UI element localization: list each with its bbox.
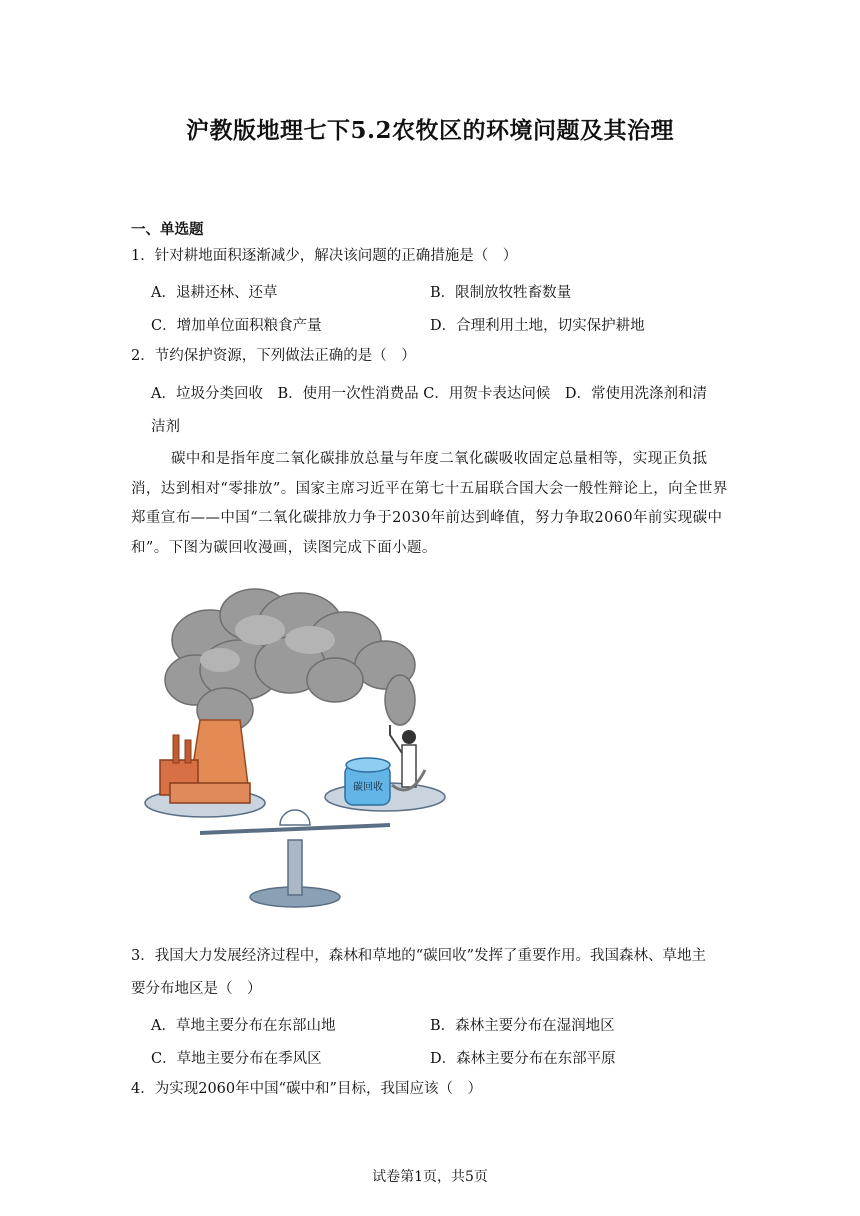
q3-option-d: D．森林主要分布在东部平原 bbox=[430, 1051, 616, 1067]
carbon-recycling-cartoon bbox=[140, 585, 460, 920]
q1-option-b: B．限制放牧牲畜数量 bbox=[430, 285, 572, 301]
section-heading: 一、单选题 bbox=[131, 221, 204, 238]
q1-option-d: D．合理利用土地，切实保护耕地 bbox=[430, 318, 645, 334]
reading-passage: 碳中和是指年度二氧化碳排放总量与年度二氧化碳吸收固定总量相等，实现正负抵消，达到相对“零排放”。国家主席习近平在第七十五届联合国大会一般性辩论上，向全世界郑重宣布——中国“二氧化碳排放力争于2030年前达到峰值，努力争取2060年前实现碳中和”。下图为碳回收漫画，读图完成下面小题。 bbox=[131, 451, 728, 556]
page-footer: 试卷第1页，共5页 bbox=[372, 1169, 488, 1185]
q2-options-continued: 洁剂 bbox=[151, 419, 180, 435]
q3-option-c: C．草地主要分布在季风区 bbox=[151, 1051, 322, 1067]
question-3: 3．我国大力发展经济过程中，森林和草地的“碳回收”发挥了重要作用。我国森林、草地主 bbox=[131, 948, 707, 964]
question-3-continued: 要分布地区是（ ） bbox=[131, 981, 262, 997]
q1-option-a: A．退耕还林、还草 bbox=[151, 285, 278, 301]
page-title: 沪教版地理七下5.2农牧区的环境问题及其治理 bbox=[185, 117, 674, 144]
question-4: 4．为实现2060年中国“碳中和”目标，我国应该（ ） bbox=[131, 1081, 482, 1097]
q3-option-a: A．草地主要分布在东部山地 bbox=[151, 1018, 336, 1034]
tank-label: 碳回收 bbox=[353, 782, 383, 793]
question-2: 2．节约保护资源，下列做法正确的是（ ） bbox=[131, 348, 416, 364]
question-1: 1．针对耕地面积逐渐减少，解决该问题的正确措施是（ ） bbox=[131, 248, 518, 264]
q2-options: A．垃圾分类回收 B．使用一次性消费品 C．用贺卡表达问候 D．常使用洗涤剂和清 bbox=[151, 386, 707, 402]
q3-option-b: B．森林主要分布在湿润地区 bbox=[430, 1018, 615, 1034]
q1-option-c: C．增加单位面积粮食产量 bbox=[151, 318, 322, 334]
